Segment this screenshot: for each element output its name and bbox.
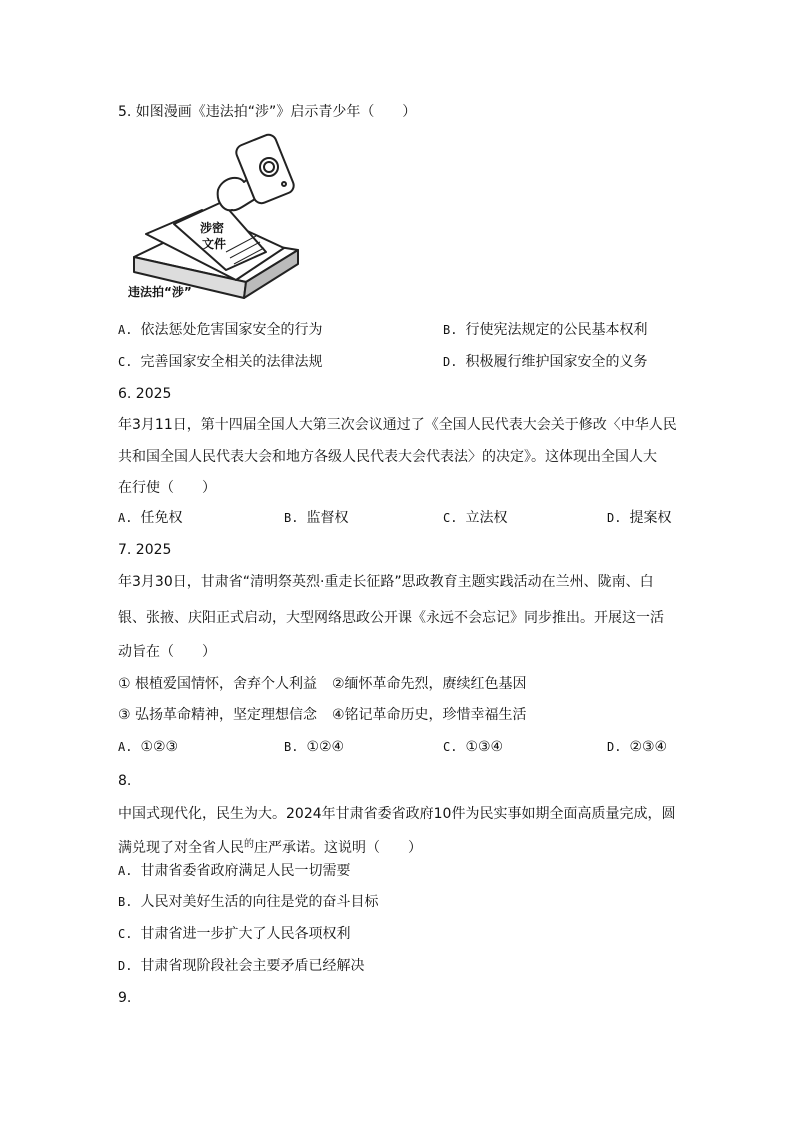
q6-option-d[interactable]: [607, 509, 671, 527]
q7-stem-line: 动旨在（ ）: [118, 644, 216, 660]
q7-statement-2: ②缅怀革命先烈，赓续红色基因: [332, 676, 527, 692]
q8-option-c[interactable]: [118, 925, 350, 943]
option-label: B.: [118, 895, 133, 909]
q8-stem-line: [118, 836, 422, 857]
q6-stem-line: 共和国全国人民代表大会和地方各级人民代表大会代表法〉的决定》。这体现出全国人大: [118, 449, 657, 465]
q8-number: 8.: [118, 773, 132, 789]
option-text: 积极履行维护国家安全的义务: [465, 354, 648, 370]
option-label: D.: [118, 959, 133, 973]
q6-number: 6. 2025: [118, 386, 172, 402]
q7-stem-line: 年3月30日，甘肃省“清明祭英烈·重走长征路”思政教育主题实践活动在兰州、陇南、白: [118, 574, 654, 590]
option-text: 甘肃省进一步扩大了人民各项权利: [140, 926, 351, 942]
q7-stem-line: 银、张掖、庆阳正式启动，大型网络思政公开课《永远不会忘记》同步推出。开展这一活: [118, 610, 664, 626]
q8-stem-line: 中国式现代化，民生为大。2024年甘肃省委省政府10件为民实事如期全面高质量完成，圆: [118, 806, 676, 822]
option-label: A.: [118, 511, 133, 525]
stem-text: 庄严承诺。这说明（ ）: [254, 840, 422, 856]
option-label: C.: [118, 355, 133, 369]
stem-text: 满兑现了对全省人民: [118, 840, 244, 856]
q5-option-d[interactable]: [443, 353, 647, 371]
option-label: C.: [118, 927, 133, 941]
q8-option-d[interactable]: [118, 957, 364, 975]
q5-stem: 5. 如图漫画《违法拍“涉”》启示青少年（ ）: [118, 104, 417, 120]
option-text: 提案权: [629, 510, 672, 526]
option-label: A.: [118, 323, 133, 337]
option-label: D.: [607, 740, 622, 754]
cartoon-illegal-photo-illustration: [126, 132, 306, 304]
doc-text-2: 文件: [202, 237, 227, 251]
q7-statement-1: ① 根植爱国情怀，舍弃个人利益: [118, 676, 318, 692]
q7-number: 7. 2025: [118, 542, 172, 558]
q6-option-b[interactable]: [284, 509, 348, 527]
stem-superscript: 的: [244, 839, 254, 850]
option-text: ②③④: [629, 739, 668, 755]
option-text: ①②③: [140, 739, 179, 755]
q5-option-a[interactable]: [118, 321, 322, 339]
option-text: 任免权: [140, 510, 183, 526]
option-text: 监督权: [306, 510, 349, 526]
option-label: C.: [443, 511, 458, 525]
q7-option-a[interactable]: [118, 738, 178, 756]
q5-option-c[interactable]: [118, 353, 322, 371]
q7-statement-4: ④铭记革命历史，珍惜幸福生活: [332, 707, 527, 723]
option-label: D.: [443, 355, 458, 369]
q6-stem-line: 年3月11日，第十四届全国人大第三次会议通过了《全国人民代表大会关于修改〈中华人民: [118, 417, 677, 433]
q7-statement-3: ③ 弘扬革命精神，坚定理想信念: [118, 707, 318, 723]
q8-option-a[interactable]: [118, 862, 350, 880]
option-label: D.: [607, 511, 622, 525]
q7-option-d[interactable]: [607, 738, 667, 756]
option-label: B.: [443, 323, 458, 337]
q7-option-c[interactable]: [443, 738, 503, 756]
q6-stem-line: 在行使（ ）: [118, 480, 216, 496]
option-label: A.: [118, 740, 133, 754]
option-text: 人民对美好生活的向往是党的奋斗目标: [140, 894, 379, 910]
option-text: 甘肃省委省政府满足人民一切需要: [140, 863, 351, 879]
option-text: 完善国家安全相关的法律法规: [140, 354, 323, 370]
q7-option-b[interactable]: [284, 738, 344, 756]
option-label: A.: [118, 864, 133, 878]
q5-option-b[interactable]: [443, 321, 647, 339]
q8-option-b[interactable]: [118, 893, 378, 911]
option-text: 甘肃省现阶段社会主要矛盾已经解决: [140, 958, 365, 974]
option-label: B.: [284, 511, 299, 525]
option-text: ①③④: [465, 739, 504, 755]
cartoon-caption: 违法拍“涉”: [128, 285, 192, 299]
option-label: B.: [284, 740, 299, 754]
option-text: ①②④: [306, 739, 345, 755]
q9-number: 9.: [118, 990, 132, 1006]
option-text: 行使宪法规定的公民基本权利: [465, 322, 648, 338]
option-text: 依法惩处危害国家安全的行为: [140, 322, 323, 338]
option-label: C.: [443, 740, 458, 754]
doc-text-1: 涉密: [200, 221, 225, 235]
q6-option-c[interactable]: [443, 509, 507, 527]
option-text: 立法权: [465, 510, 508, 526]
q6-option-a[interactable]: [118, 509, 182, 527]
